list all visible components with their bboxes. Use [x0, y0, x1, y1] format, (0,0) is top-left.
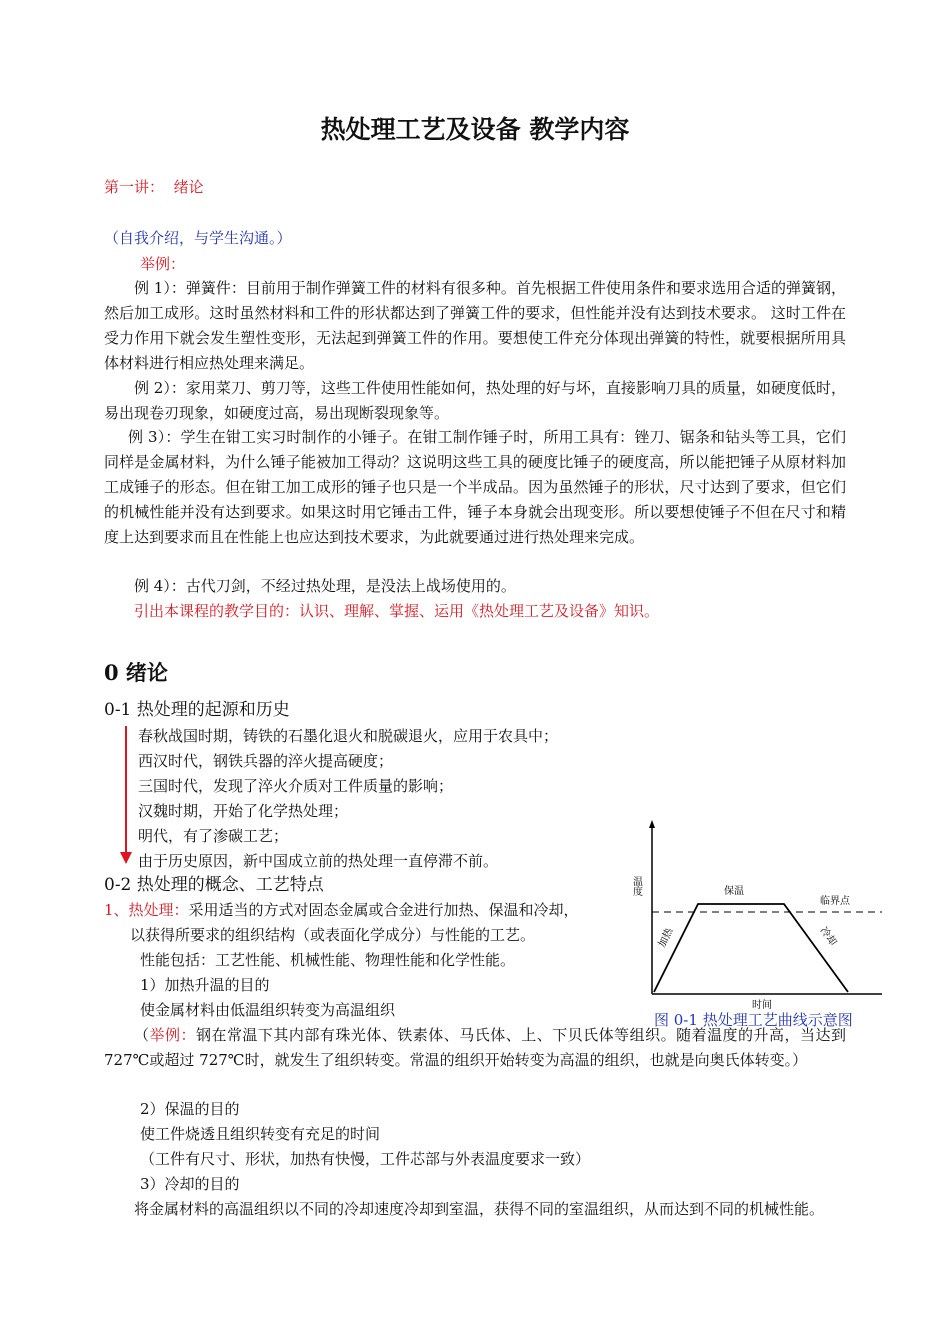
chapter-title: 0 绪论 — [104, 660, 168, 685]
intro-note: （自我介绍，与学生沟通。） — [104, 229, 292, 247]
examples-label: 举例： — [140, 255, 186, 273]
example-3: 例 3）：学生在钳工实习时制作的小锤子。在钳工制作锤子时，所用工具有：锉刀、锯条和钻头等工具，它们同样是金属材料，为什么锤子能被加工得动？这说明这些工具的硬度比锤子的硬度高，所以能把锤子从原材料加工成锤子的形态。但在钳工加工成形的锤子也只是一个半成品。因为虽然锤子的形状，尺寸达到了要求，但它们的机械性能并没有达到要求。如果这时用它锤击工件，锤子本身就会出现变形。所以要想使锤子不但在尺寸和精度上达到要求而且在性能上也应达到技术要求，为此就要通过进行热处理来完成。 — [104, 428, 846, 546]
section-2-title: 0-2 热处理的概念、工艺特点 — [104, 875, 324, 895]
purpose-1-text: 使金属材料由低温组织转变为高温组织 — [140, 1001, 396, 1019]
purpose-3-text: 将金属材料的高温组织以不同的冷却速度冷却到室温，获得不同的室温组织，从而达到不同的机械性能。 — [134, 1200, 825, 1218]
section-1-title: 0-1 热处理的起源和历史 — [104, 700, 290, 720]
definition-text-2: 以获得所要求的组织结构（或表面化学成分）与性能的工艺。 — [130, 926, 536, 944]
history-item: 西汉时代，钢铁兵器的淬火提高硬度； — [138, 752, 394, 770]
lecture-label: 第一讲： — [104, 178, 165, 196]
critical-label: 临界点 — [820, 896, 850, 907]
hold-label: 保温 — [724, 886, 744, 897]
purpose-2-title: 2）保温的目的 — [140, 1100, 240, 1118]
example-1: 例 1）：弹簧件：目前用于制作弹簧工件的材料有很多种。首先根据工件使用条件和要求选用合适的弹簧钢，然后加工成形。这时虽然材料和工件的形状都达到了弹簧工件的要求，但性能并没有达到技术要求。 这时工件在受力作用下就会发生塑性变形，无法起到弹簧工件的作用。要想使工件充分体现出弹簧的特性，就要根据所用具体材料进行相应热处理来满足。 — [104, 279, 846, 372]
purpose-1-title: 1）加热升温的目的 — [140, 976, 270, 994]
teaching-purpose: 引出本课程的教学目的：认识、理解、掌握、运用《热处理工艺及设备》知识。 — [134, 602, 660, 620]
example-open: （ — [134, 1026, 150, 1044]
example-steel — [104, 1023, 846, 1073]
purpose-2-text: 使工件烧透且组织转变有充足的时间 — [140, 1125, 381, 1143]
example-4: 例 4）：古代刀剑，不经过热处理，是没法上战场使用的。 — [134, 577, 516, 595]
purpose-2-note: （工件有尺寸、形状，加热有快慢，工件芯部与外表温度要求一致） — [140, 1150, 591, 1168]
example-steel-text: 钢在常温下其内部有珠光体、铁素体、马氏体、上、下贝氏体等组织。随着温度的升高，当达到 727℃或超过 727℃时，就发生了组织转变。常温的组织开始转变为高温的组织，也就是向奥氏体转变。） — [104, 1026, 846, 1069]
definition-line-1 — [104, 898, 579, 923]
lecture-heading — [104, 175, 204, 200]
example-steel-label: 举例： — [149, 1026, 196, 1044]
heat-label: 加热 — [656, 926, 676, 950]
x-axis-label: 时间 — [752, 1000, 772, 1011]
cool-label: 冷却 — [817, 925, 839, 948]
timeline-arrow — [116, 724, 136, 866]
history-item: 春秋战国时期，铸铁的石墨化退火和脱碳退火，应用于农具中； — [138, 727, 559, 745]
history-item: 三国时代，发现了淬火介质对工件质量的影响； — [138, 777, 454, 795]
performance-text: 性能包括：工艺性能、机械性能、物理性能和化学性能。 — [140, 951, 516, 969]
history-item: 明代，有了渗碳工艺； — [138, 827, 289, 845]
history-item: 由于历史原因，新中国成立前的热处理一直停滞不前。 — [138, 852, 499, 870]
process-curve-chart — [620, 818, 890, 1014]
y-axis-arrow — [649, 820, 655, 828]
purpose-3-title: 3）冷却的目的 — [140, 1175, 240, 1193]
example-2: 例 2）：家用菜刀、剪刀等，这些工件使用性能如何，热处理的好与坏，直接影响刀具的质量，如硬度低时，易出现卷刃现象，如硬度过高，易出现断裂现象等。 — [104, 379, 846, 422]
lecture-name: 绪论 — [173, 178, 204, 196]
figure-caption: 图 0-1 热处理工艺曲线示意图 — [654, 1011, 853, 1029]
process-curve — [654, 904, 848, 992]
history-item: 汉魏时期，开始了化学热处理； — [138, 802, 349, 820]
y-axis-label: 温度 — [630, 876, 642, 896]
definition-label: 1、热处理： — [104, 901, 189, 919]
document-title: 热处理工艺及设备 教学内容 — [320, 115, 630, 144]
definition-text-1: 采用适当的方式对固态金属或合金进行加热、保温和冷却， — [188, 901, 579, 919]
